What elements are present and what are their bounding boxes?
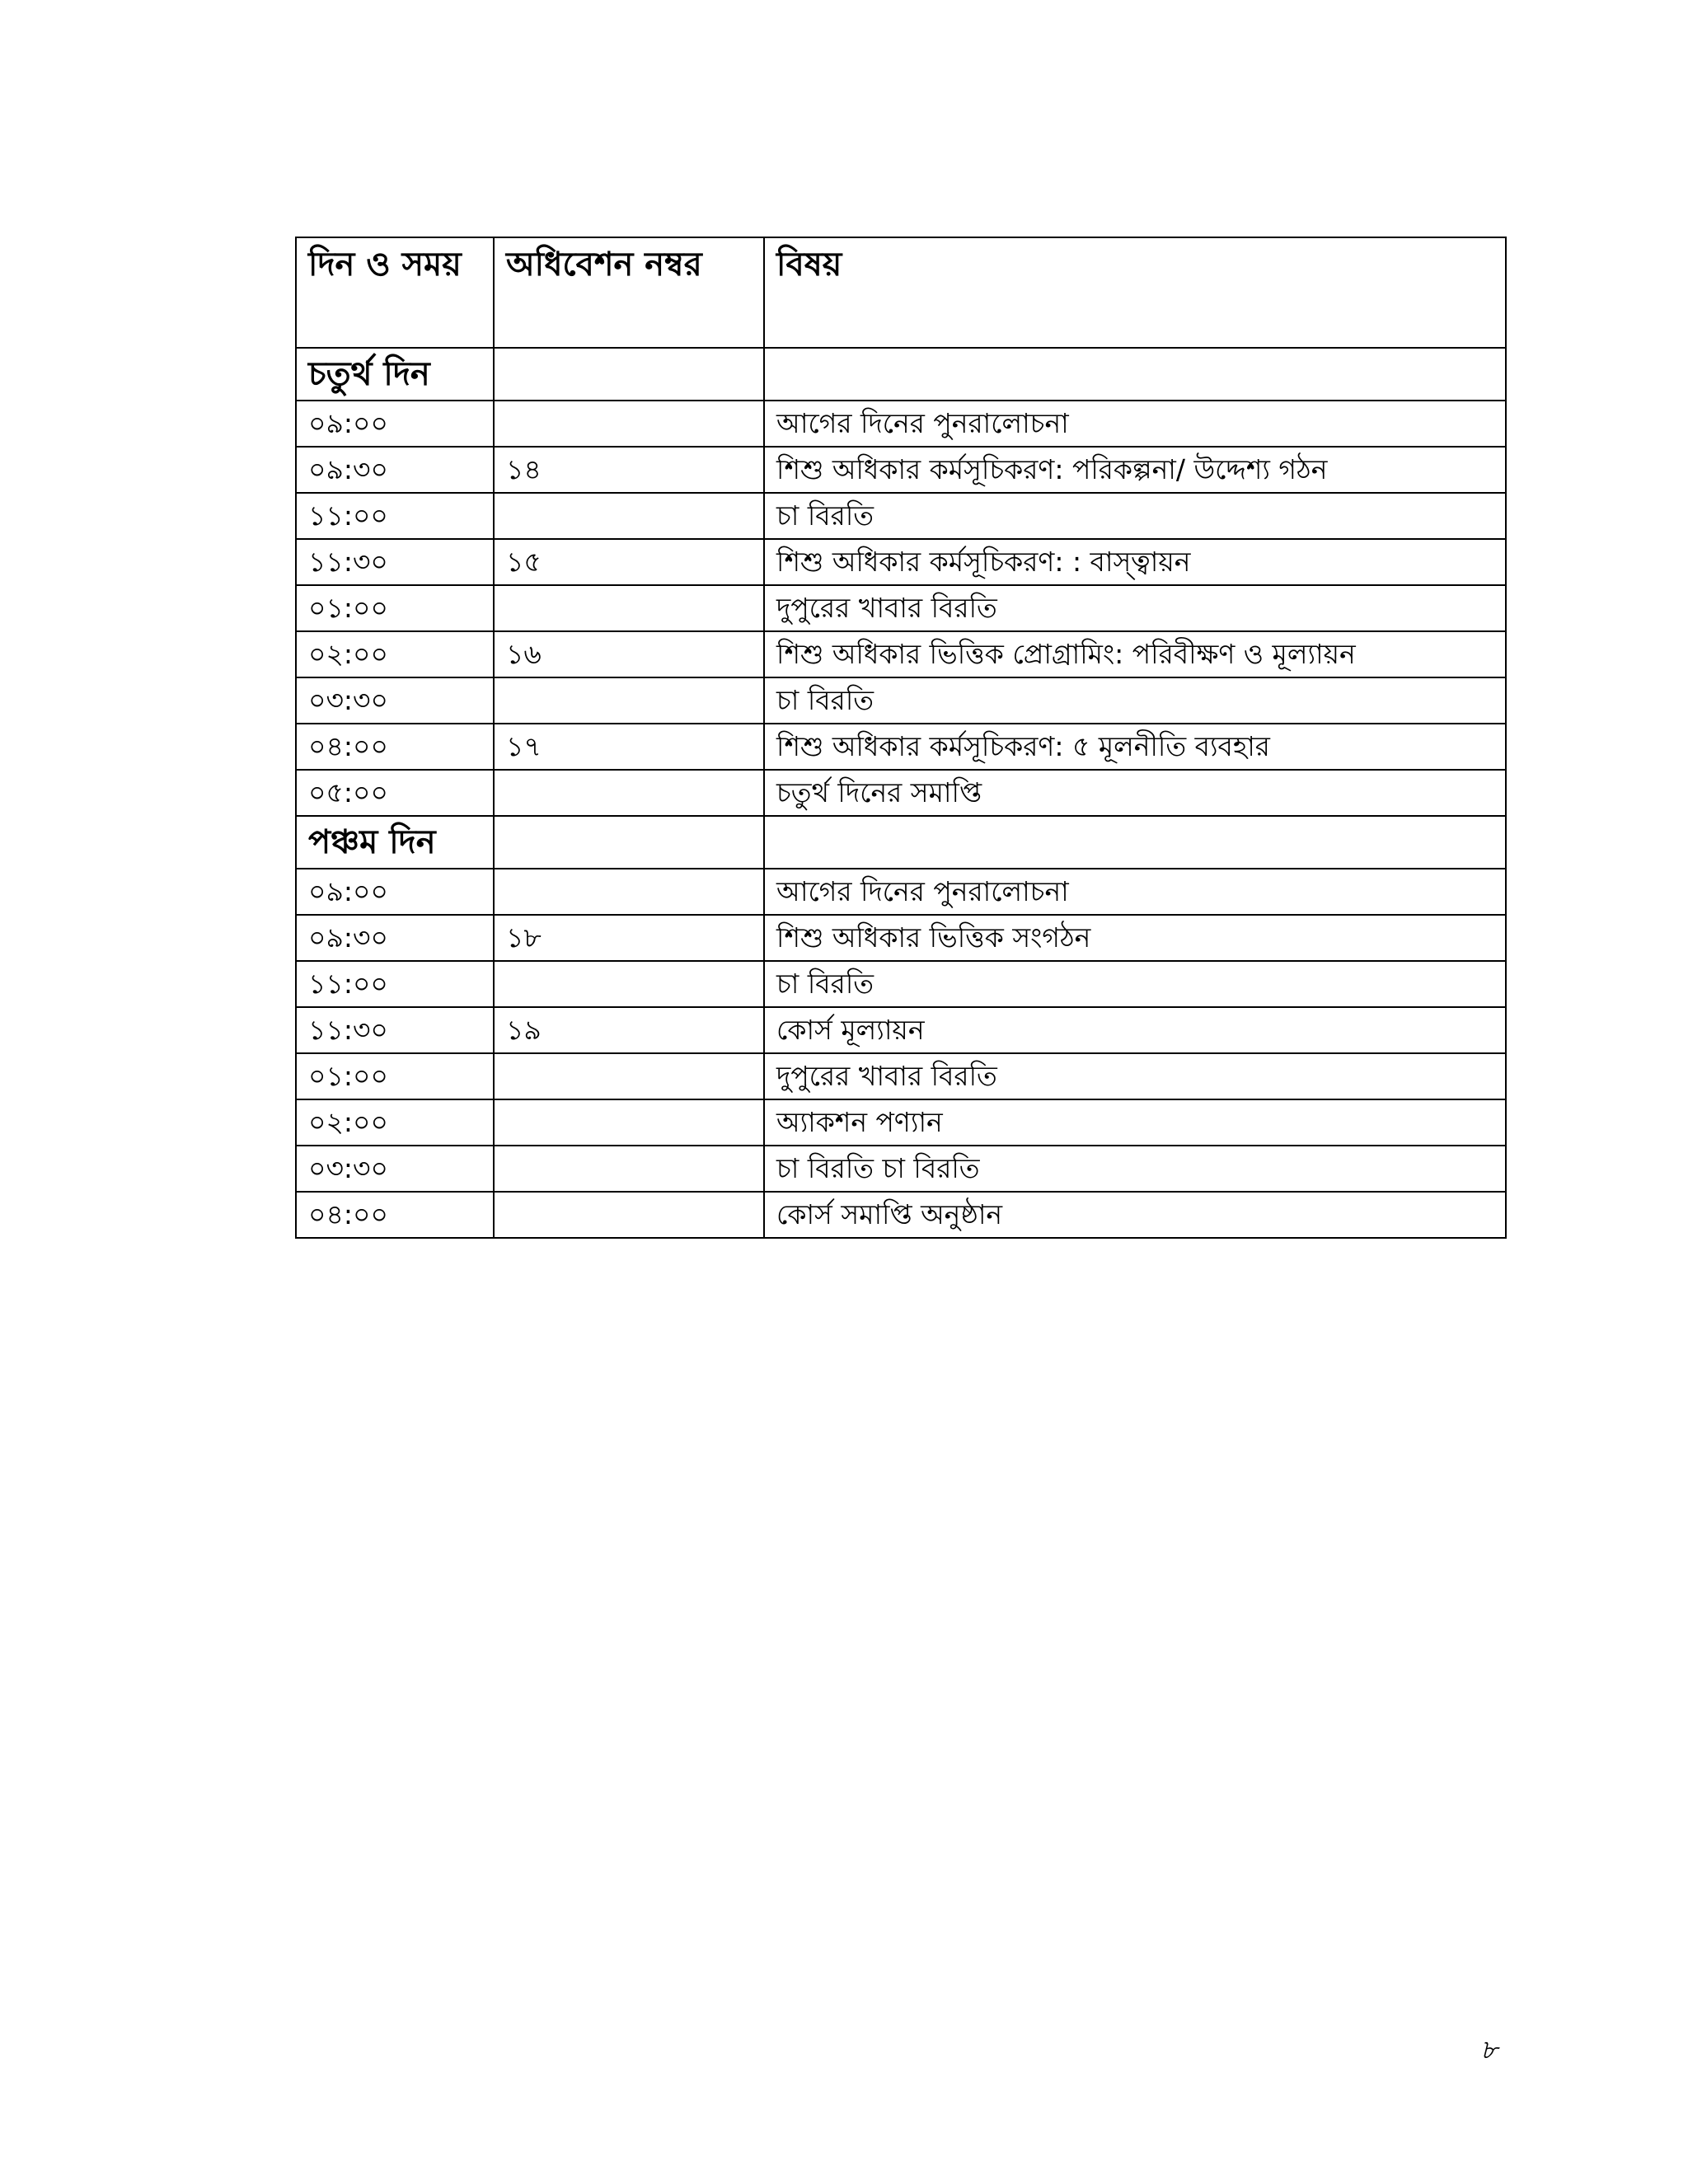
- session-cell: [494, 770, 764, 816]
- time-cell: ০৩:৩০: [296, 677, 494, 724]
- table-row: [296, 869, 1506, 915]
- session-cell: ১৮: [494, 915, 764, 961]
- time-cell: ০৯:৩০: [296, 915, 494, 961]
- time-cell: ০২:০০: [296, 1099, 494, 1146]
- table-row: [296, 539, 1506, 585]
- day-4-label: চতুর্থ দিন: [296, 348, 494, 401]
- table-row: [296, 1053, 1506, 1099]
- table-row: [296, 401, 1506, 447]
- empty-cell: [764, 816, 1506, 869]
- table-row: [296, 585, 1506, 631]
- time-cell: ০৪:০০: [296, 1192, 494, 1238]
- topic-cell: শিশু অধিকার ভিত্তিক প্রোগ্রামিং: পরিবীক্ষণ ও মূল্যায়ন: [764, 631, 1506, 677]
- header-row: [296, 237, 1506, 348]
- empty-cell: [494, 348, 764, 401]
- session-cell: ১৪: [494, 447, 764, 493]
- header-topic: বিষয়: [764, 237, 1506, 348]
- topic-cell: চা বিরতি: [764, 493, 1506, 539]
- session-cell: [494, 401, 764, 447]
- session-cell: [494, 585, 764, 631]
- topic-cell: চা বিরতি চা বিরতি: [764, 1146, 1506, 1192]
- time-cell: ০৪:০০: [296, 724, 494, 770]
- topic-cell: আগের দিনের পুনরালোচনা: [764, 869, 1506, 915]
- session-cell: [494, 1146, 764, 1192]
- table-row: [296, 1007, 1506, 1053]
- session-cell: [494, 1053, 764, 1099]
- schedule-table: [295, 237, 1507, 1239]
- time-cell: ০৯:০০: [296, 869, 494, 915]
- topic-cell: শিশু অধিকার ভিত্তিক সংগঠন: [764, 915, 1506, 961]
- session-cell: [494, 1099, 764, 1146]
- table-row: [296, 1099, 1506, 1146]
- table-row: [296, 447, 1506, 493]
- topic-cell: দুপুরের খাবার বিরতি: [764, 585, 1506, 631]
- topic-cell: আগের দিনের পুনরালোচনা: [764, 401, 1506, 447]
- session-cell: [494, 869, 764, 915]
- session-cell: [494, 1192, 764, 1238]
- topic-cell: শিশু অধিকার কর্মসূচিকরণ: পরিকল্পনা/ উদ্দেশ্য গঠন: [764, 447, 1506, 493]
- time-cell: ১১:০০: [296, 961, 494, 1007]
- empty-cell: [494, 816, 764, 869]
- table-row: [296, 1146, 1506, 1192]
- time-cell: ০১:০০: [296, 585, 494, 631]
- session-cell: ১৭: [494, 724, 764, 770]
- time-cell: ০২:০০: [296, 631, 494, 677]
- session-cell: [494, 493, 764, 539]
- table-row: [296, 1192, 1506, 1238]
- topic-cell: শিশু অধিকার কর্মসূচিকরণ: : বাস্ত্বায়ন: [764, 539, 1506, 585]
- topic-cell: চা বিরতি: [764, 677, 1506, 724]
- topic-cell: দুপুরের খাবার বিরতি: [764, 1053, 1506, 1099]
- day-5-row: [296, 816, 1506, 869]
- empty-cell: [764, 348, 1506, 401]
- time-cell: ১১:৩০: [296, 539, 494, 585]
- table-row: [296, 961, 1506, 1007]
- time-cell: ০৩:৩০: [296, 1146, 494, 1192]
- table-row: [296, 631, 1506, 677]
- topic-cell: শিশু অধিকার কর্মসূচিকরণ: ৫ মূলনীতি ব্যবহার: [764, 724, 1506, 770]
- time-cell: ০১:০০: [296, 1053, 494, 1099]
- time-cell: ০৯:০০: [296, 401, 494, 447]
- session-cell: [494, 677, 764, 724]
- header-time: দিন ও সময়: [296, 237, 494, 348]
- topic-cell: কোর্স সমাপ্তি অনুষ্ঠান: [764, 1192, 1506, 1238]
- topic-cell: অ্যাকশন পণ্যান: [764, 1099, 1506, 1146]
- table-row: [296, 724, 1506, 770]
- day-4-row: [296, 348, 1506, 401]
- session-cell: ১৬: [494, 631, 764, 677]
- table-row: [296, 493, 1506, 539]
- time-cell: ১১:০০: [296, 493, 494, 539]
- day-5-label: পঞ্চম দিন: [296, 816, 494, 869]
- session-cell: ১৯: [494, 1007, 764, 1053]
- time-cell: ০৯:৩০: [296, 447, 494, 493]
- time-cell: ০৫:০০: [296, 770, 494, 816]
- topic-cell: কোর্স মূল্যায়ন: [764, 1007, 1506, 1053]
- page-number: ৮: [1480, 2034, 1498, 2065]
- header-session: অধিবেশন নম্বর: [494, 237, 764, 348]
- session-cell: [494, 961, 764, 1007]
- table-row: [296, 677, 1506, 724]
- topic-cell: চতুর্থ দিনের সমাপ্তি: [764, 770, 1506, 816]
- session-cell: ১৫: [494, 539, 764, 585]
- table-row: [296, 915, 1506, 961]
- time-cell: ১১:৩০: [296, 1007, 494, 1053]
- topic-cell: চা বিরতি: [764, 961, 1506, 1007]
- table-row: [296, 770, 1506, 816]
